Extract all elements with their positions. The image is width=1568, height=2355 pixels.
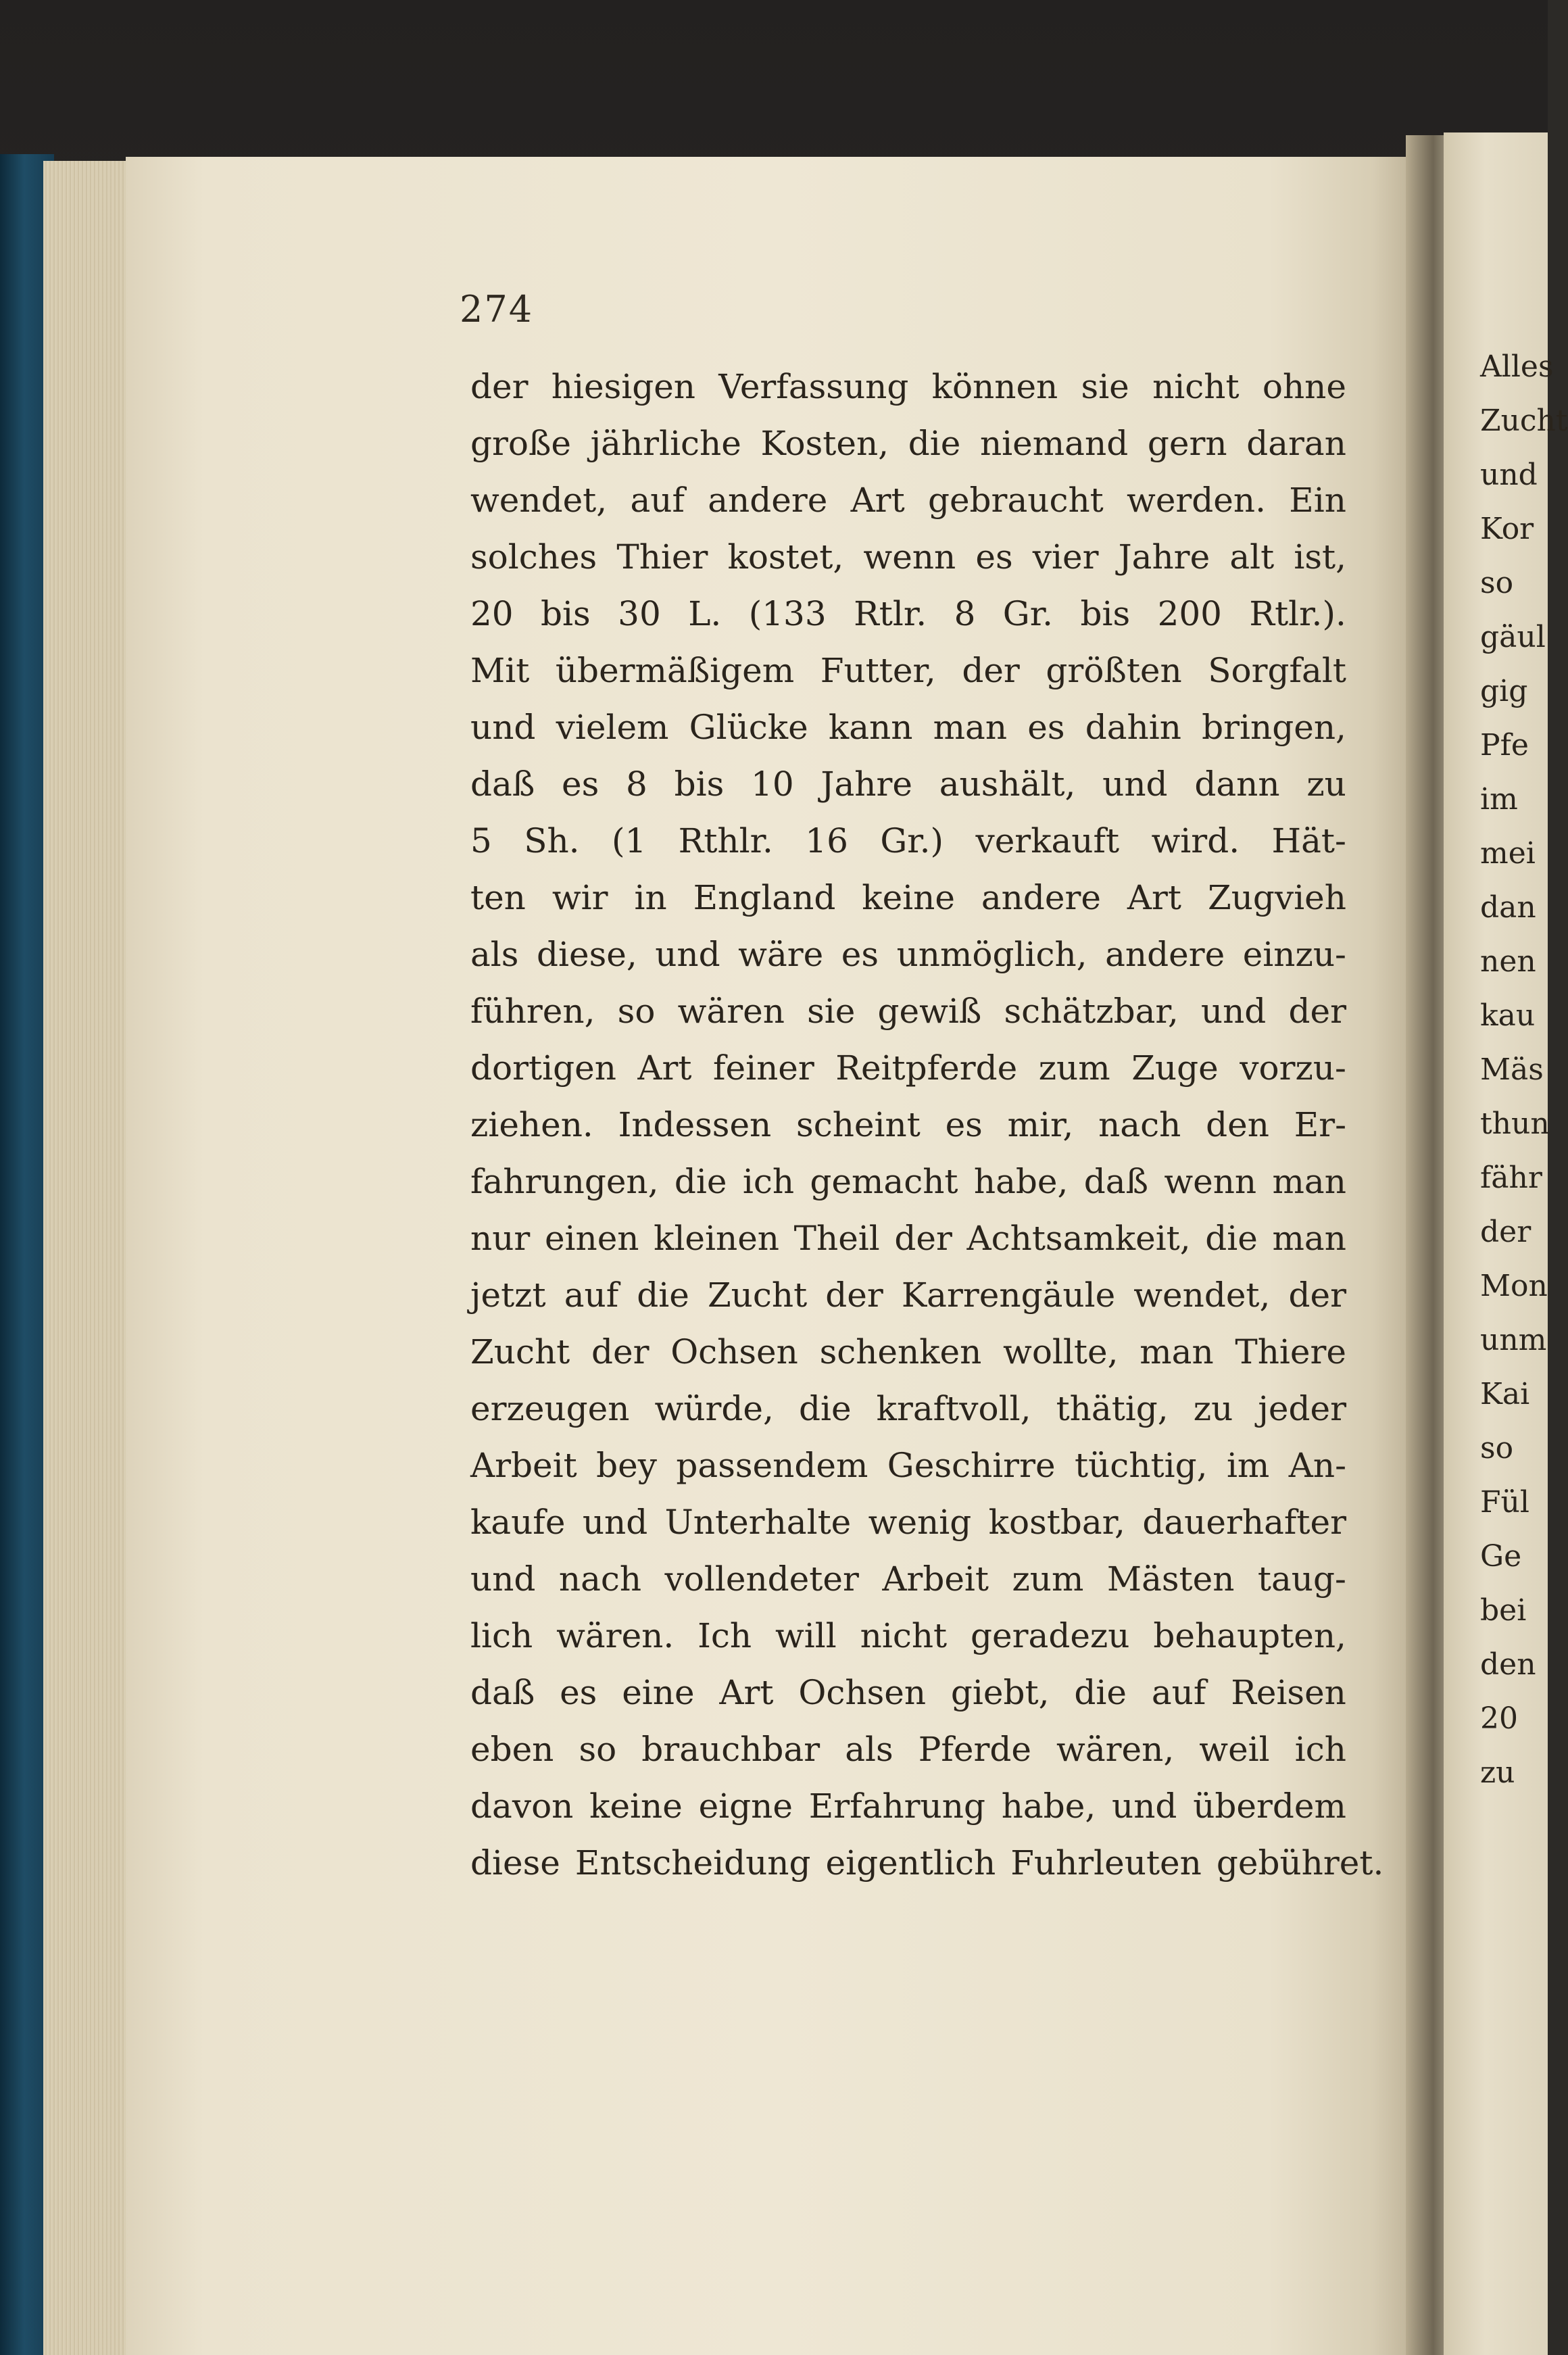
word: Rtlr.	[854, 594, 927, 633]
word: Arbeit	[882, 1559, 989, 1599]
text-line	[470, 1324, 1346, 1380]
word: vorzu-	[1240, 1048, 1346, 1088]
next-page-fragment: dan	[1480, 890, 1536, 925]
text-line	[470, 756, 1346, 812]
text-line	[470, 1778, 1346, 1835]
word: Art	[850, 481, 905, 520]
word: Entscheidung	[574, 1843, 811, 1883]
word: der	[825, 1276, 883, 1315]
word: den	[1206, 1105, 1269, 1144]
word: (1	[611, 821, 647, 860]
word: auf	[1151, 1673, 1206, 1712]
word: feiner	[713, 1048, 814, 1088]
word: ziehen.	[470, 1105, 593, 1144]
word: Sorgfalt	[1208, 651, 1346, 690]
word: Rthlr.	[678, 821, 773, 860]
next-page-fragment: den	[1480, 1647, 1536, 1682]
word: Fuhrleuten	[1010, 1843, 1202, 1883]
word: nur	[470, 1219, 531, 1258]
word: habe,	[973, 1162, 1069, 1201]
text-line	[470, 812, 1346, 869]
word: 30	[618, 594, 661, 633]
next-page-fragment: Ge	[1480, 1539, 1522, 1574]
text-line	[470, 642, 1346, 699]
word: gebraucht	[927, 481, 1104, 520]
next-page-fragment: der	[1480, 1215, 1532, 1249]
word: gewiß	[877, 992, 982, 1031]
word: jetzt	[470, 1276, 546, 1315]
word: auf	[564, 1276, 619, 1315]
word: brauchbar	[641, 1730, 820, 1769]
word: Art	[1127, 878, 1182, 917]
word: wendet,	[470, 481, 608, 520]
word: als	[470, 935, 519, 974]
next-page-fragment: 20	[1480, 1701, 1518, 1736]
word: Zugvieh	[1207, 878, 1346, 917]
next-page-fragment: Alles	[1480, 349, 1554, 384]
word: Zucht	[470, 1332, 570, 1371]
word: lich	[470, 1616, 533, 1655]
word: kraftvoll,	[876, 1389, 1031, 1428]
word: daran	[1246, 424, 1346, 463]
word: Gr.	[1002, 594, 1054, 633]
word: thätig,	[1056, 1389, 1169, 1428]
word: Verfassung	[718, 367, 909, 406]
word: man	[1272, 1162, 1346, 1201]
word: einzu-	[1242, 935, 1346, 974]
next-page-fragment: Mon	[1480, 1269, 1548, 1303]
word: eigentlich	[825, 1843, 996, 1883]
word: dahin	[1085, 708, 1181, 747]
text-line	[470, 1664, 1346, 1721]
word: und	[1200, 992, 1267, 1031]
word: erzeugen	[470, 1389, 630, 1428]
word: die	[908, 424, 961, 463]
word: dauerhafter	[1142, 1503, 1346, 1542]
word: einen	[544, 1219, 639, 1258]
word: schätzbar,	[1004, 992, 1179, 1031]
word: sie	[1081, 367, 1129, 406]
word: und	[1112, 1787, 1177, 1826]
next-page-fragment: so	[1480, 1431, 1514, 1465]
word: mir,	[1007, 1105, 1074, 1144]
word: die	[1074, 1673, 1127, 1712]
next-page-fragment: Kor	[1480, 512, 1534, 546]
word: eigne	[698, 1787, 793, 1826]
word: die	[799, 1389, 852, 1428]
word: ist,	[1294, 537, 1346, 577]
word: 20	[470, 594, 514, 633]
word: so	[579, 1730, 617, 1769]
word: im	[1226, 1446, 1270, 1485]
word: andere	[981, 878, 1101, 917]
word: Thier	[616, 537, 708, 577]
word: und	[470, 1559, 536, 1599]
word: Achtsamkeit,	[966, 1219, 1191, 1258]
word: Art	[719, 1673, 774, 1712]
word: wird.	[1151, 821, 1240, 860]
word: kleinen	[654, 1219, 780, 1258]
text-line	[470, 1607, 1346, 1664]
text-line	[470, 1210, 1346, 1267]
word: kann	[828, 708, 913, 747]
word: so	[617, 992, 656, 1031]
word: würde,	[654, 1389, 774, 1428]
word: es	[560, 1673, 597, 1712]
word: daß	[1083, 1162, 1148, 1201]
word: verkauft	[975, 821, 1120, 860]
word: fahrungen,	[470, 1162, 659, 1201]
word: eine	[622, 1673, 695, 1712]
word: Futter,	[820, 651, 936, 690]
word: andere	[708, 481, 828, 520]
word: nicht	[860, 1616, 948, 1655]
word: wenn	[1164, 1162, 1257, 1201]
word: Arbeit	[470, 1446, 577, 1485]
text-line	[470, 1721, 1346, 1778]
page-number: 274	[460, 288, 534, 331]
word: zum	[1038, 1048, 1110, 1088]
word: als	[845, 1730, 893, 1769]
word: Erfahrung	[808, 1787, 985, 1826]
word: davon	[470, 1787, 574, 1826]
word: keine	[862, 878, 955, 917]
word: taug-	[1257, 1559, 1346, 1599]
next-page-fragment: Kai	[1480, 1377, 1530, 1411]
next-page-fragment: Zucht	[1480, 404, 1568, 438]
word: habe,	[1001, 1787, 1096, 1826]
word: andere	[1105, 935, 1225, 974]
word: jährliche	[590, 424, 741, 463]
word: Indessen	[618, 1105, 772, 1144]
word: zu	[1193, 1389, 1233, 1428]
word: Art	[637, 1048, 692, 1088]
word: wenn	[863, 537, 956, 577]
word: nach	[1098, 1105, 1181, 1144]
word: ohne	[1262, 367, 1346, 406]
text-line	[470, 926, 1346, 983]
word: bringen,	[1202, 708, 1346, 747]
next-page-fragment: thun	[1480, 1107, 1550, 1141]
word: dann	[1194, 764, 1280, 804]
next-page-fragment: im	[1480, 782, 1518, 817]
word: Pferde	[918, 1730, 1031, 1769]
word: wären,	[1056, 1730, 1175, 1769]
next-page-fragment: nen	[1480, 944, 1536, 979]
word: giebt,	[950, 1673, 1050, 1712]
word: Theil	[793, 1219, 880, 1258]
word: daß	[470, 1673, 535, 1712]
word: die	[674, 1162, 727, 1201]
word: es	[975, 537, 1013, 577]
word: bis	[674, 764, 725, 804]
text-line	[470, 1551, 1346, 1607]
word: ten	[470, 878, 526, 917]
word: eben	[470, 1730, 554, 1769]
word: große	[470, 424, 571, 463]
word: Unterhalte	[664, 1503, 852, 1542]
text-line	[470, 1096, 1346, 1153]
word: niemand	[979, 424, 1129, 463]
word: Mit	[470, 651, 530, 690]
word: alt	[1229, 537, 1275, 577]
word: bey	[596, 1446, 657, 1485]
word: man	[1140, 1332, 1214, 1371]
next-page-fragment: so	[1480, 566, 1514, 600]
text-line	[470, 358, 1346, 415]
text-line	[470, 472, 1346, 529]
word: 10	[751, 764, 794, 804]
word: und	[470, 708, 536, 747]
word: wenig	[868, 1503, 972, 1542]
text-line	[470, 1267, 1346, 1324]
word: behaupten,	[1153, 1616, 1346, 1655]
word: Rtlr.).	[1249, 594, 1346, 633]
text-line	[470, 529, 1346, 585]
word: der	[1288, 1276, 1346, 1315]
word: Glücke	[689, 708, 808, 747]
word: zum	[1012, 1559, 1084, 1599]
word: die	[637, 1276, 689, 1315]
word: keine	[589, 1787, 683, 1826]
word: diese	[470, 1843, 560, 1883]
next-page-edge	[1444, 132, 1568, 2355]
word: und	[582, 1503, 648, 1542]
next-page-fragment: Mäs	[1480, 1052, 1544, 1087]
word: zu	[1306, 764, 1346, 804]
word: es	[841, 935, 879, 974]
word: nicht	[1152, 367, 1240, 406]
word: es	[945, 1105, 983, 1144]
word: vollendeter	[664, 1559, 859, 1599]
text-line	[470, 869, 1346, 926]
text-line	[470, 699, 1346, 756]
word: kostbar,	[988, 1503, 1125, 1542]
word: Er-	[1294, 1105, 1346, 1144]
word: jeder	[1258, 1389, 1346, 1428]
next-page-fragment: kau	[1480, 998, 1536, 1033]
word: sie	[807, 992, 856, 1031]
text-line	[470, 1835, 1384, 1891]
next-page-fragment: Pfe	[1480, 728, 1529, 762]
word: bis	[541, 594, 591, 633]
word: diese,	[536, 935, 637, 974]
text-line	[470, 1494, 1346, 1551]
word: der	[470, 367, 529, 406]
word: 8	[954, 594, 976, 633]
word: Ich	[697, 1616, 752, 1655]
word: will	[775, 1616, 837, 1655]
next-page-fragment: gig	[1480, 674, 1528, 708]
text-line	[470, 1153, 1346, 1210]
text-line	[470, 1380, 1346, 1437]
word: wären	[677, 992, 785, 1031]
text-line	[470, 983, 1346, 1040]
word: kostet,	[727, 537, 844, 577]
word: können	[931, 367, 1058, 406]
word: England	[693, 878, 836, 917]
word: 5	[470, 821, 492, 860]
word: Jahre	[820, 764, 912, 804]
word: Thiere	[1235, 1332, 1346, 1371]
word: Ochsen	[670, 1332, 798, 1371]
next-page-fragment: mei	[1480, 836, 1536, 871]
word: der	[591, 1332, 650, 1371]
next-page-fragment: und	[1480, 458, 1538, 492]
word: 200	[1157, 594, 1222, 633]
word: tüchtig,	[1075, 1446, 1208, 1485]
word: größten	[1046, 651, 1182, 690]
word: Ochsen	[798, 1673, 927, 1712]
word: werden.	[1127, 481, 1266, 520]
body-text	[470, 358, 1384, 1891]
text-line	[470, 585, 1346, 642]
word: überdem	[1193, 1787, 1346, 1826]
word: der	[1288, 992, 1346, 1031]
next-page-fragment: zu	[1480, 1755, 1515, 1790]
word: Kosten,	[760, 424, 889, 463]
next-page-fragment: Fül	[1480, 1485, 1529, 1520]
word: und	[1102, 764, 1168, 804]
text-line	[470, 415, 1346, 472]
word: kaufe	[470, 1503, 566, 1542]
word: vier	[1032, 537, 1099, 577]
word: es	[1027, 708, 1065, 747]
word: An-	[1288, 1446, 1346, 1485]
word: weil	[1199, 1730, 1270, 1769]
word: Reisen	[1231, 1673, 1346, 1712]
word: und	[655, 935, 720, 974]
word: Ein	[1289, 481, 1346, 520]
word: nach	[558, 1559, 642, 1599]
text-line	[470, 1040, 1346, 1096]
word: vielem	[556, 708, 669, 747]
word: wäre	[738, 935, 824, 974]
word: wir	[552, 878, 608, 917]
word: ich	[1294, 1730, 1346, 1769]
word: Karrengäule	[901, 1276, 1116, 1315]
word: gebühret.	[1216, 1843, 1384, 1883]
word: Reitpferde	[835, 1048, 1018, 1088]
word: (133	[748, 594, 827, 633]
word: übermäßigem	[555, 651, 795, 690]
word: scheint	[796, 1105, 921, 1144]
word: wären.	[556, 1616, 675, 1655]
word: dortigen	[470, 1048, 616, 1088]
word: auf	[630, 481, 685, 520]
word: gemacht	[810, 1162, 958, 1201]
word: Sh.	[524, 821, 580, 860]
word: die	[1205, 1219, 1258, 1258]
word: L.	[688, 594, 722, 633]
word: Zucht	[707, 1276, 808, 1315]
word: Jahre	[1118, 537, 1210, 577]
word: unmöglich,	[896, 935, 1087, 974]
word: hiesigen	[551, 367, 696, 406]
word: der	[894, 1219, 952, 1258]
next-page-fragment: gäul	[1480, 620, 1546, 654]
word: passendem	[676, 1446, 868, 1485]
word: daß	[470, 764, 535, 804]
word: Gr.)	[880, 821, 944, 860]
text-line	[470, 1437, 1346, 1494]
word: solches	[470, 537, 597, 577]
word: schenken	[819, 1332, 982, 1371]
word: man	[933, 708, 1008, 747]
word: es	[561, 764, 599, 804]
word: der	[962, 651, 1020, 690]
word: wendet,	[1133, 1276, 1271, 1315]
word: Zuge	[1131, 1048, 1219, 1088]
word: führen,	[470, 992, 595, 1031]
word: gern	[1147, 424, 1227, 463]
next-page-fragment: unm	[1480, 1323, 1547, 1357]
word: man	[1272, 1219, 1346, 1258]
word: ich	[742, 1162, 795, 1201]
word: wollte,	[1003, 1332, 1119, 1371]
word: Hät-	[1271, 821, 1346, 860]
word: geradezu	[971, 1616, 1130, 1655]
next-page-fragment: fähr	[1480, 1161, 1542, 1195]
word: bis	[1080, 594, 1131, 633]
word: 8	[626, 764, 647, 804]
word: in	[634, 878, 667, 917]
word: aushält,	[939, 764, 1076, 804]
next-page-fragment: bei	[1480, 1593, 1527, 1628]
word: Mästen	[1106, 1559, 1235, 1599]
word: 16	[805, 821, 848, 860]
word: Geschirre	[887, 1446, 1056, 1485]
